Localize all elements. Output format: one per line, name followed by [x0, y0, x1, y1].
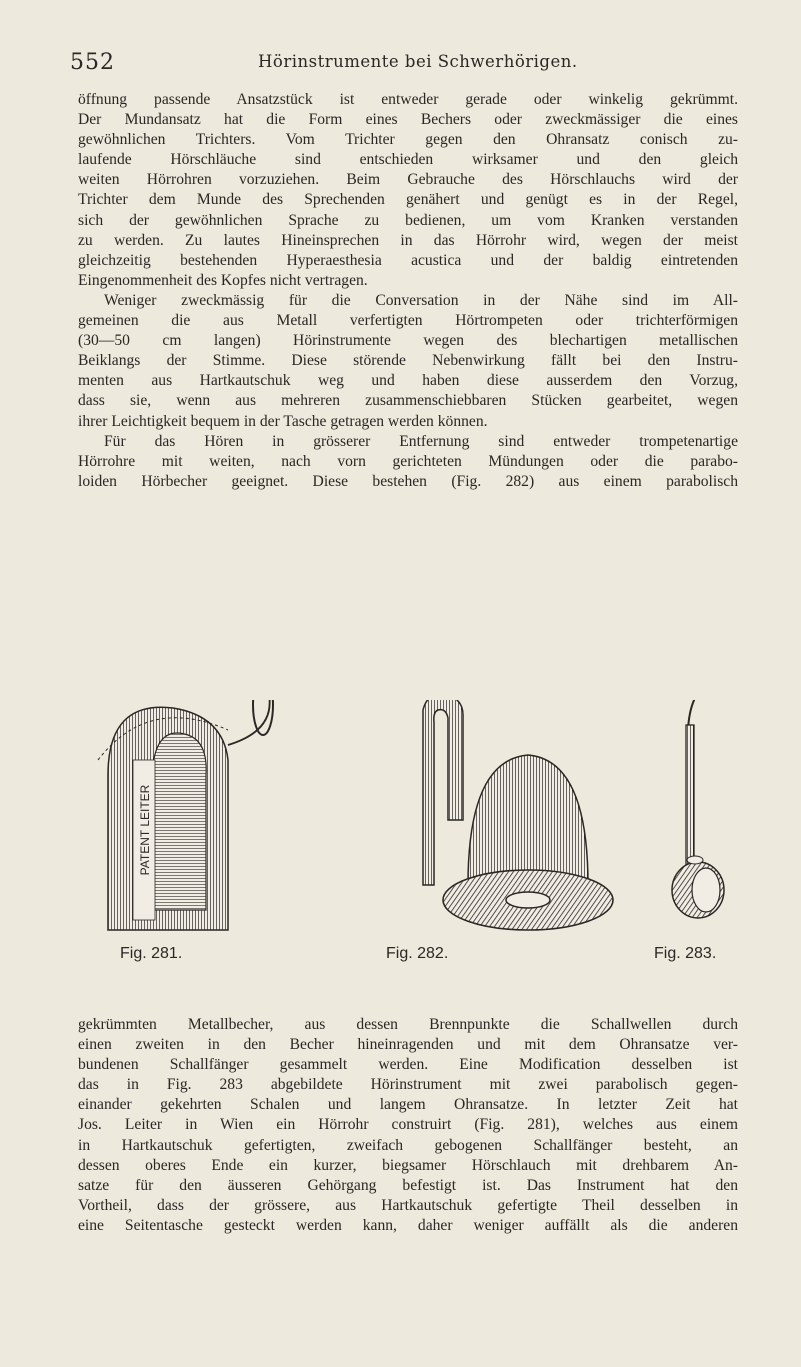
- text-line: menten aus Hartkautschuk weg und haben diese ausserdem den Vorzug,: [78, 372, 738, 390]
- fig-282-caption: Fig. 282.: [386, 945, 449, 962]
- fig-283-drawing: [672, 700, 724, 918]
- fig-281-drawing: [98, 700, 273, 930]
- text-line: zu werden. Zu lautes Hineinsprechen in das Hörrohr wird, wegen der meist: [78, 231, 738, 249]
- text-line: das in Fig. 283 abgebildete Hörinstrument mit zwei parabolisch gegen-: [78, 1076, 738, 1094]
- text-line: gleichzeitig bestehenden Hyperaesthesia acustica und der baldig eintretenden: [78, 251, 738, 269]
- text-line: loiden Hörbecher geeignet. Diese bestehen (Fig. 282) aus einem parabolisch: [78, 473, 738, 491]
- text-line: in Hartkautschuk gefertigten, zweifach gebogenen Schallfänger besteht, an: [78, 1136, 738, 1154]
- text-line: Jos. Leiter in Wien ein Hörrohr construirt (Fig. 281), welches aus einem: [78, 1116, 738, 1134]
- text-line: gekrümmten Metallbecher, aus dessen Brennpunkte die Schallwellen durch: [78, 1016, 738, 1033]
- text-line: öffnung passende Ansatzstück ist entweder gerade oder winkelig gekrümmt.: [78, 91, 738, 108]
- text-line: ihrer Leichtigkeit bequem in der Tasche getragen werden können.: [78, 412, 488, 430]
- text-line: weiten Hörrohren vorzuziehen. Beim Gebrauche des Hörschlauchs wird der: [78, 171, 738, 189]
- text-line: dessen oberes Ende ein kurzer, biegsamer Hörschlauch mit drehbarem An-: [78, 1156, 738, 1174]
- text-line: Der Mundansatz hat die Form eines Bechers oder zweckmässiger die eines: [78, 111, 738, 129]
- fig-282-drawing: [423, 700, 613, 930]
- text-line: sich der gewöhnlichen Sprache zu bedienen, um vom Kranken verstanden: [78, 211, 738, 229]
- fig-281-caption: Fig. 281.: [120, 945, 183, 962]
- running-title: Hörinstrumente bei Schwerhörigen.: [258, 52, 578, 71]
- text-line: dass sie, wenn aus mehreren zusammenschiebbaren Stücken gearbeitet, wegen: [78, 392, 738, 410]
- text-line: Trichter dem Munde des Sprechenden genähert und genügt es in der Regel,: [78, 191, 738, 209]
- paragraph-4: [78, 1015, 738, 1236]
- text-line: laufende Hörschläuche sind entschieden wirksamer und den gleich: [78, 151, 738, 169]
- fig-283-caption: Fig. 283.: [654, 945, 717, 962]
- page-number: 552: [70, 50, 115, 75]
- text-line: gewöhnlichen Trichters. Vom Trichter gegen den Ohransatz conisch zu-: [78, 131, 738, 149]
- paragraph-2: [78, 291, 738, 432]
- text-line: Hörrohre mit weiten, nach vorn gerichteten Mündungen oder die parabo-: [78, 453, 738, 471]
- paragraph-1: [78, 90, 738, 291]
- text-line: Vortheil, dass der grössere, aus Hartkautschuk gefertigte Theil desselben in: [78, 1196, 738, 1214]
- paragraph-3: [78, 432, 738, 492]
- text-line: satze für den äusseren Gehörgang befestigt ist. Das Instrument hat den: [78, 1176, 738, 1194]
- text-line: Für das Hören in grösserer Entfernung sind entweder trompetenartige: [104, 433, 738, 450]
- text-line: Beiklangs der Stimme. Diese störende Nebenwirkung fällt bei den Instru-: [78, 352, 738, 370]
- text-line: Weniger zweckmässig für die Conversation in der Nähe sind im All-: [104, 292, 738, 309]
- text-line: bundenen Schallfänger gesammelt werden. Eine Modification desselben ist: [78, 1056, 738, 1074]
- figure-group: [78, 700, 738, 970]
- text-line: eine Seitentasche gesteckt werden kann, daher weniger auffällt als die anderen: [78, 1216, 738, 1234]
- text-line: einander gekehrten Schalen und langem Ohransatze. In letzter Zeit hat: [78, 1096, 738, 1114]
- figures-illustration: [78, 700, 738, 940]
- text-line: gemeinen die aus Metall verfertigten Hörtrompeten oder trichterförmigen: [78, 312, 738, 330]
- text-line: einen zweiten in den Becher hineinragenden und mit dem Ohransatze ver-: [78, 1036, 738, 1054]
- fig-281-engraving: PATENT LEITER: [138, 784, 152, 876]
- page-header: [70, 50, 730, 80]
- text-line: Eingenommenheit des Kopfes nicht vertragen.: [78, 271, 368, 289]
- text-line: (30—50 cm langen) Hörinstrumente wegen des blechartigen metallischen: [78, 332, 738, 350]
